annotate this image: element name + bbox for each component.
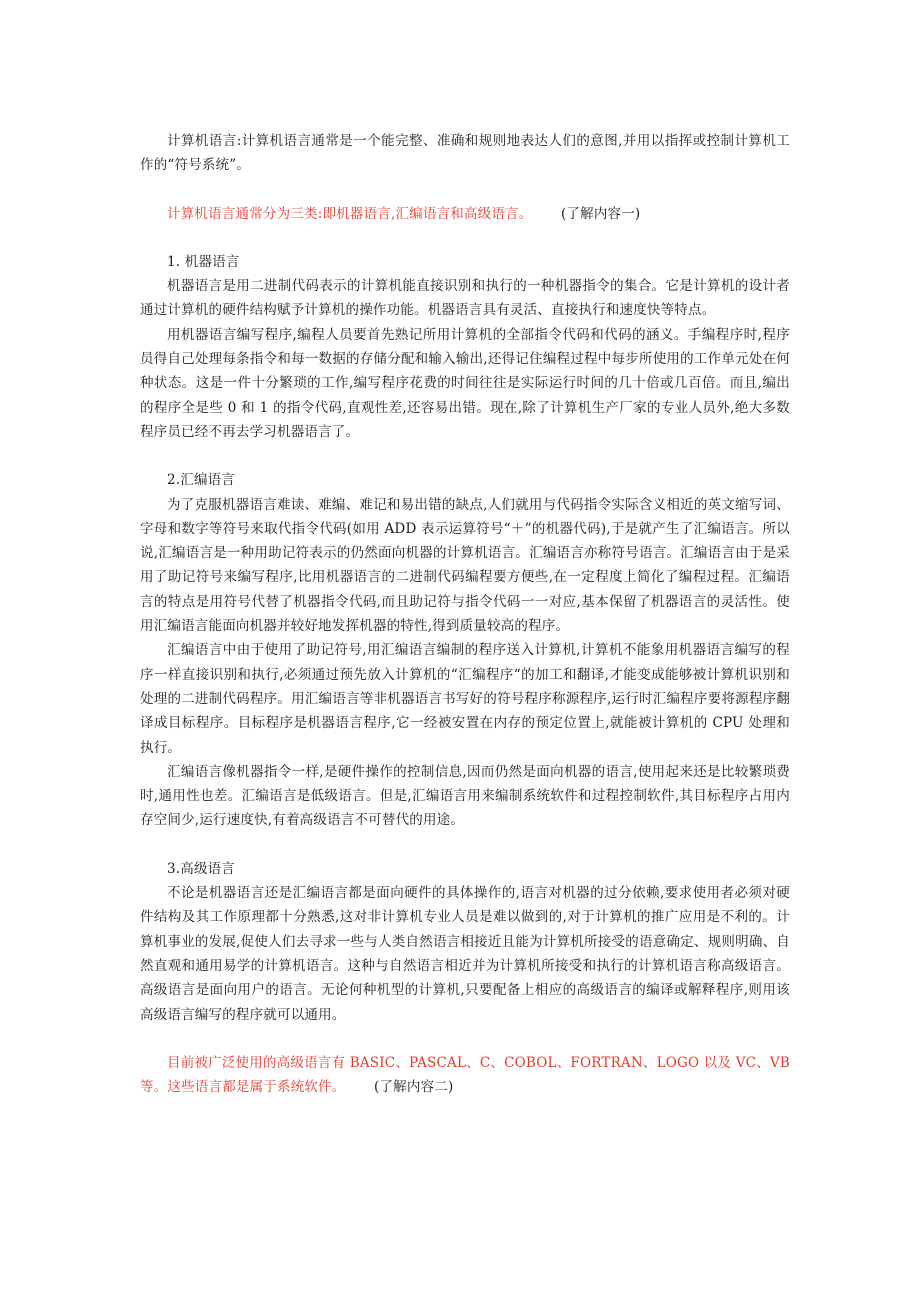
section-heading-high-level-language: 3.高级语言 [167, 860, 236, 877]
section-heading-assembly-language: 2.汇编语言 [167, 472, 236, 489]
conclusion-note: (了解内容二) [374, 1079, 454, 1096]
section-2-paragraph-3: 汇编语言像机器指令一样,是硬件操作的控制信息,因而仍然是面向机器的语言,使用起来还是比较繁琐费时,通用性也差。汇编语言是低级语言。但是,汇编语言用来编制系统软件和过程控制软件,其目标程序占用内存空间少,运行速度快,有着高级语言不可替代的用途。 [140, 763, 790, 829]
intro-definition: 计算机语言:计算机语言通常是一个能完整、准确和规则地表达人们的意图,并用以指挥或控制计算机工作的“符号系统”。 [140, 133, 790, 174]
section-heading-machine-language: 1. 机器语言 [167, 253, 240, 270]
conclusion-line [140, 1051, 790, 1100]
conclusion-text: 目前被广泛使用的高级语言有 BASIC、PASCAL、C、COBOL、FORTRAN、LOGO 以及 VC、VB 等。这些语言都是属于系统软件。 [140, 1054, 790, 1096]
classification-note: (了解内容一) [560, 205, 641, 222]
section-2-paragraph-1: 为了克服机器语言难读、难编、难记和易出错的缺点,人们就用与代码指令实际含义相近的英文缩写词、字母和数字等符号来取代指令代码(如用 ADD 表示运算符号“＋”的机器代码),于是就产生了汇编语言。所以说,汇编语言是一种用助记符表示的仍然面向机器的计算机语言。汇编语言亦称符号语言。汇编语言由于是采用了助记符号来编写程序,比用机器语言的二进制代码编程要方便些,在一定程度上简化了编程过程。汇编语言的特点是用符号代替了机器指令代码,而且助记符与指令代码一一对应,基本保留了机器语言的灵活性。使用汇编语言能面向机器并较好地发挥机器的特性,得到质量较高的程序。 [140, 496, 790, 635]
section-3-paragraph-1: 不论是机器语言还是汇编语言都是面向硬件的具体操作的,语言对机器的过分依赖,要求使用者必须对硬件结构及其工作原理都十分熟悉,这对非计算机专业人员是难以做到的,对于计算机的推广应用是不利的。计算机事业的发展,促使人们去寻求一些与人类自然语言相接近且能为计算机所接受的语意确定、规则明确、自然直观和通用易学的计算机语言。这种与自然语言相近并为计算机所接受和执行的计算机语言称高级语言。高级语言是面向用户的语言。无论何种机型的计算机,只要配备上相应的高级语言的编译或解释程序,则用该高级语言编写的程序就可以通用。 [140, 885, 790, 1023]
classification-line [140, 202, 790, 226]
section-1-paragraph-2: 用机器语言编写程序,编程人员要首先熟记所用计算机的全部指令代码和代码的涵义。手编程序时,程序员得自己处理每条指令和每一数据的存储分配和输入输出,还得记住编程过程中每步所使用的工作单元处在何种状态。这是一件十分繁琐的工作,编写程序花费的时间往往是实际运行时间的几十倍或几百倍。而且,编出的程序全是些 0 和 1 的指令代码,直观性差,还容易出错。现在,除了计算机生产厂家的专业人员外,绝大多数程序员已经不再去学习机器语言了。 [140, 326, 790, 440]
document-body [140, 129, 790, 1099]
classification-text: 计算机语言通常分为三类:即机器语言,汇编语言和高级语言。 [167, 205, 533, 222]
section-2-paragraph-2: 汇编语言中由于使用了助记符号,用汇编语言编制的程序送入计算机,计算机不能象用机器语言编写的程序一样直接识别和执行,必须通过预先放入计算机的“汇编程序“的加工和翻译,才能变成能够被计算机识别和处理的二进制代码程序。用汇编语言等非机器语言书写好的符号程序称源程序,运行时汇编程序要将源程序翻译成目标程序。目标程序是机器语言程序,它一经被安置在内存的预定位置上,就能被计算机的 CPU 处理和执行。 [140, 642, 790, 756]
section-1-paragraph-1: 机器语言是用二进制代码表示的计算机能直接识别和执行的一种机器指令的集合。它是计算机的设计者通过计算机的硬件结构赋予计算机的操作功能。机器语言具有灵活、直接执行和速度快等特点。 [140, 278, 790, 319]
